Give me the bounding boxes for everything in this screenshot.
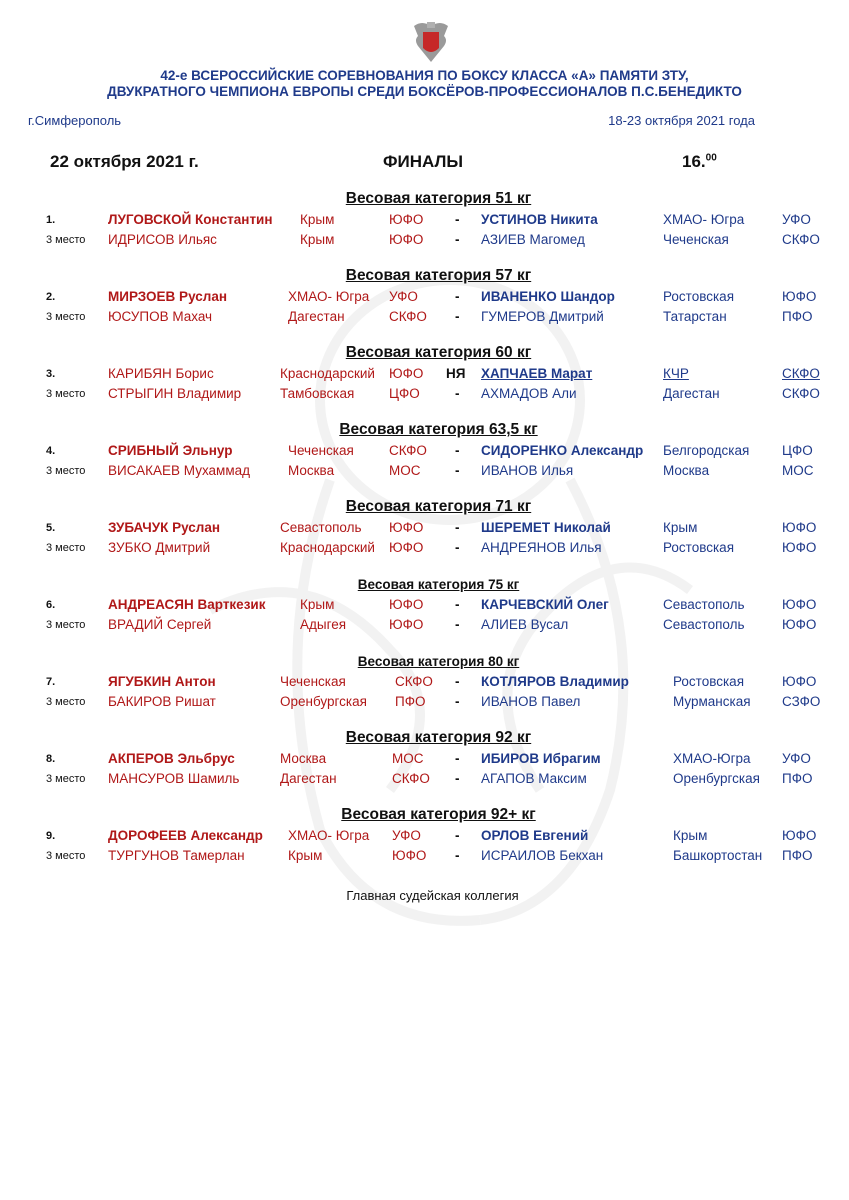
third-place-row [0,617,849,635]
final-bout-row [0,520,849,538]
bout-result-separator: - [455,848,460,863]
blue-corner-region: Дагестан [663,386,720,401]
blue-corner-district: ЮФО [782,828,817,843]
red-corner-region: ХМАО- Югра [288,828,370,843]
final-bout-row [0,674,849,692]
blue-corner-district: ЦФО [782,443,813,458]
red-corner-name: ВРАДИЙ Сергей [108,617,212,632]
bout-number: 1. [46,214,56,226]
blue-corner-region: ХМАО-Югра [673,751,751,766]
third-place-label: 3 место [46,619,86,631]
red-corner-district: ЮФО [392,848,427,863]
red-corner-name: ТУРГУНОВ Тамерлан [108,848,245,863]
third-place-label: 3 место [46,388,86,400]
bout-number: 3. [46,368,56,380]
red-corner-region: Адыгея [300,617,347,632]
ministry-emblem-icon [410,18,452,66]
blue-corner-district: ЮФО [782,520,817,535]
blue-corner-region: Москва [663,463,710,478]
blue-corner-region: Оренбургская [673,771,760,786]
third-place-row [0,232,849,250]
blue-corner-district: СЗФО [782,694,821,709]
third-place-label: 3 место [46,542,86,554]
red-corner-name: ВИСАКАЕВ Мухаммад [108,463,250,478]
blue-corner-region: Мурманская [673,694,751,709]
third-place-row [0,771,849,789]
final-bout-row [0,366,849,384]
blue-corner-region: ХМАО- Югра [663,212,745,227]
blue-corner-region: Ростовская [663,540,735,555]
blue-corner-name: ИВАНЕНКО Шандор [481,289,615,304]
blue-corner-name: ОРЛОВ Евгений [481,828,589,843]
bout-result-separator: - [455,212,460,227]
red-corner-region: Краснодарский [280,540,375,555]
bout-result-separator: - [455,597,460,612]
blue-corner-name: ХАПЧАЕВ Марат [481,366,593,381]
red-corner-name: МИРЗОЕВ Руслан [108,289,227,304]
red-corner-region: Севастополь [280,520,362,535]
blue-corner-name: СИДОРЕНКО Александр [481,443,644,458]
red-corner-district: ПФО [395,694,426,709]
session-time [682,152,717,172]
weight-category-heading: Весовая категория 92+ кг [341,806,536,823]
weight-category-heading: Весовая категория 57 кг [345,267,532,284]
blue-corner-region: Крым [663,520,698,535]
red-corner-region: Оренбургская [280,694,367,709]
red-corner-name: СТРЫГИН Владимир [108,386,242,401]
blue-corner-name: ШЕРЕМЕТ Николай [481,520,611,535]
bout-result-separator: - [455,386,460,401]
blue-corner-name: АГАПОВ Максим [481,771,587,786]
bout-number: 7. [46,676,56,688]
bout-result-separator: НЯ [446,366,466,381]
bout-result-separator: - [455,751,460,766]
blue-corner-region: Татарстан [663,309,727,324]
red-corner-name: БАКИРОВ Ришат [108,694,216,709]
red-corner-district: ЮФО [389,212,424,227]
red-corner-region: Крым [300,212,335,227]
red-corner-region: Крым [300,232,335,247]
red-corner-district: МОС [389,463,421,478]
red-corner-name: ЛУГОВСКОЙ Константин [108,212,273,227]
blue-corner-region: КЧР [663,366,689,381]
blue-corner-district: СКФО [782,232,820,247]
red-corner-district: ЮФО [389,520,424,535]
blue-corner-district: ПФО [782,848,813,863]
bout-number: 2. [46,291,56,303]
blue-corner-district: ПФО [782,771,813,786]
blue-corner-name: ИВАНОВ Илья [481,463,574,478]
red-corner-name: ЗУБКО Дмитрий [108,540,211,555]
blue-corner-name: АЛИЕВ Вусал [481,617,569,632]
stage-title: ФИНАЛЫ [383,152,464,171]
bout-result-separator: - [455,617,460,632]
red-corner-region: Дагестан [280,771,337,786]
weight-category-heading: Весовая категория 92 кг [345,729,532,746]
red-corner-district: ЮФО [389,232,424,247]
weight-category-heading: Весовая категория 63,5 кг [339,421,538,438]
event-title-line1: 42-е ВСЕРОССИЙСКИЕ СОРЕВНОВАНИЯ ПО БОКСУ КЛАССА «А» ПАМЯТИ ЗТУ, [160,68,689,83]
red-corner-name: КАРИБЯН Борис [108,366,214,381]
blue-corner-district: ЮФО [782,617,817,632]
red-corner-region: Москва [288,463,335,478]
blue-corner-region: Башкортостан [673,848,763,863]
third-place-row [0,540,849,558]
judges-signature-line: Главная судейская коллегия [346,888,519,903]
red-corner-district: ЦФО [389,386,420,401]
red-corner-district: ЮФО [389,597,424,612]
third-place-label: 3 место [46,696,86,708]
third-place-row [0,309,849,327]
red-corner-name: ДОРОФЕЕВ Александр [108,828,263,843]
red-corner-name: МАНСУРОВ Шамиль [108,771,240,786]
blue-corner-region: Ростовская [673,674,745,689]
blue-corner-name: УСТИНОВ Никита [481,212,598,227]
red-corner-region: ХМАО- Югра [288,289,370,304]
blue-corner-region: Севастополь [663,597,745,612]
bout-result-separator: - [455,309,460,324]
red-corner-district: СКФО [389,309,427,324]
red-corner-district: ЮФО [389,366,424,381]
red-corner-name: АКПЕРОВ Эльбрус [108,751,235,766]
red-corner-region: Крым [288,848,323,863]
bout-number: 6. [46,599,56,611]
blue-corner-district: ПФО [782,309,813,324]
blue-corner-region: Крым [673,828,708,843]
blue-corner-name: ИВАНОВ Павел [481,694,581,709]
red-corner-district: ЮФО [389,540,424,555]
red-corner-region: Чеченская [288,443,354,458]
weight-category-heading: Весовая категория 60 кг [345,344,532,361]
red-corner-name: ЯГУБКИН Антон [108,674,216,689]
event-dates: 18-23 октября 2021 года [608,113,755,128]
blue-corner-name: АНДРЕЯНОВ Илья [481,540,602,555]
third-place-label: 3 место [46,234,86,246]
blue-corner-district: СКФО [782,366,820,381]
final-bout-row [0,828,849,846]
red-corner-district: МОС [392,751,424,766]
bout-number: 5. [46,522,56,534]
blue-corner-name: ИБИРОВ Ибрагим [481,751,601,766]
red-corner-name: ЗУБАЧУК Руслан [108,520,221,535]
red-corner-name: ЮСУПОВ Махач [108,309,213,324]
bout-result-separator: - [455,694,460,709]
blue-corner-name: АЗИЕВ Магомед [481,232,585,247]
final-bout-row [0,443,849,461]
session-date: 22 октября 2021 г. [50,152,199,171]
blue-corner-name: ГУМЕРОВ Дмитрий [481,309,604,324]
third-place-label: 3 место [46,465,86,477]
weight-category-heading: Весовая категория 75 кг [357,577,520,592]
red-corner-district: УФО [392,828,421,843]
red-corner-region: Дагестан [288,309,345,324]
third-place-row [0,386,849,404]
bout-result-separator: - [455,232,460,247]
bout-number: 8. [46,753,56,765]
blue-corner-region: Белгородская [663,443,750,458]
third-place-row [0,463,849,481]
final-bout-row [0,597,849,615]
blue-corner-district: УФО [782,212,811,227]
bout-result-separator: - [455,828,460,843]
red-corner-region: Москва [280,751,327,766]
blue-corner-region: Ростовская [663,289,735,304]
blue-corner-region: Севастополь [663,617,745,632]
red-corner-district: СКФО [395,674,433,689]
third-place-label: 3 место [46,773,86,785]
bout-result-separator: - [455,463,460,478]
third-place-label: 3 место [46,311,86,323]
third-place-row [0,694,849,712]
blue-corner-name: ИСРАИЛОВ Бекхан [481,848,604,863]
bout-result-separator: - [455,771,460,786]
blue-corner-district: ЮФО [782,289,817,304]
red-corner-region: Чеченская [280,674,346,689]
third-place-label: 3 место [46,850,86,862]
bout-result-separator: - [455,540,460,555]
red-corner-district: СКФО [389,443,427,458]
red-corner-name: ИДРИСОВ Ильяс [108,232,217,247]
bout-result-separator: - [455,520,460,535]
red-corner-region: Крым [300,597,335,612]
blue-corner-district: ЮФО [782,674,817,689]
red-corner-name: АНДРЕАСЯН Варткезик [108,597,266,612]
session-time-hours: 16. [682,152,706,171]
weight-category-heading: Весовая категория 71 кг [345,498,532,515]
bout-number: 4. [46,445,56,457]
red-corner-district: УФО [389,289,418,304]
blue-corner-district: ЮФО [782,597,817,612]
final-bout-row [0,212,849,230]
final-bout-row [0,289,849,307]
blue-corner-district: УФО [782,751,811,766]
session-time-minutes: 00 [705,152,717,164]
blue-corner-district: ЮФО [782,540,817,555]
blue-corner-region: Чеченская [663,232,729,247]
red-corner-district: СКФО [392,771,430,786]
blue-corner-name: КОТЛЯРОВ Владимир [481,674,629,689]
red-corner-name: СРИБНЫЙ Эльнур [108,443,233,458]
red-corner-region: Тамбовская [280,386,355,401]
blue-corner-name: АХМАДОВ Али [481,386,577,401]
red-corner-region: Краснодарский [280,366,375,381]
weight-category-heading: Весовая категория 80 кг [357,654,520,669]
bout-result-separator: - [455,443,460,458]
event-place: г.Симферополь [28,113,122,128]
final-bout-row [0,751,849,769]
red-corner-district: ЮФО [389,617,424,632]
bout-number: 9. [46,830,56,842]
blue-corner-district: СКФО [782,386,820,401]
event-title-line2: ДВУКРАТНОГО ЧЕМПИОНА ЕВРОПЫ СРЕДИ БОКСЁРОВ-ПРОФЕССИОНАЛОВ П.С.БЕНЕДИКТО [107,84,742,99]
third-place-row [0,848,849,866]
blue-corner-district: МОС [782,463,814,478]
weight-category-heading: Весовая категория 51 кг [345,190,532,207]
bout-result-separator: - [455,289,460,304]
blue-corner-name: КАРЧЕВСКИЙ Олег [481,597,609,612]
bout-result-separator: - [455,674,460,689]
